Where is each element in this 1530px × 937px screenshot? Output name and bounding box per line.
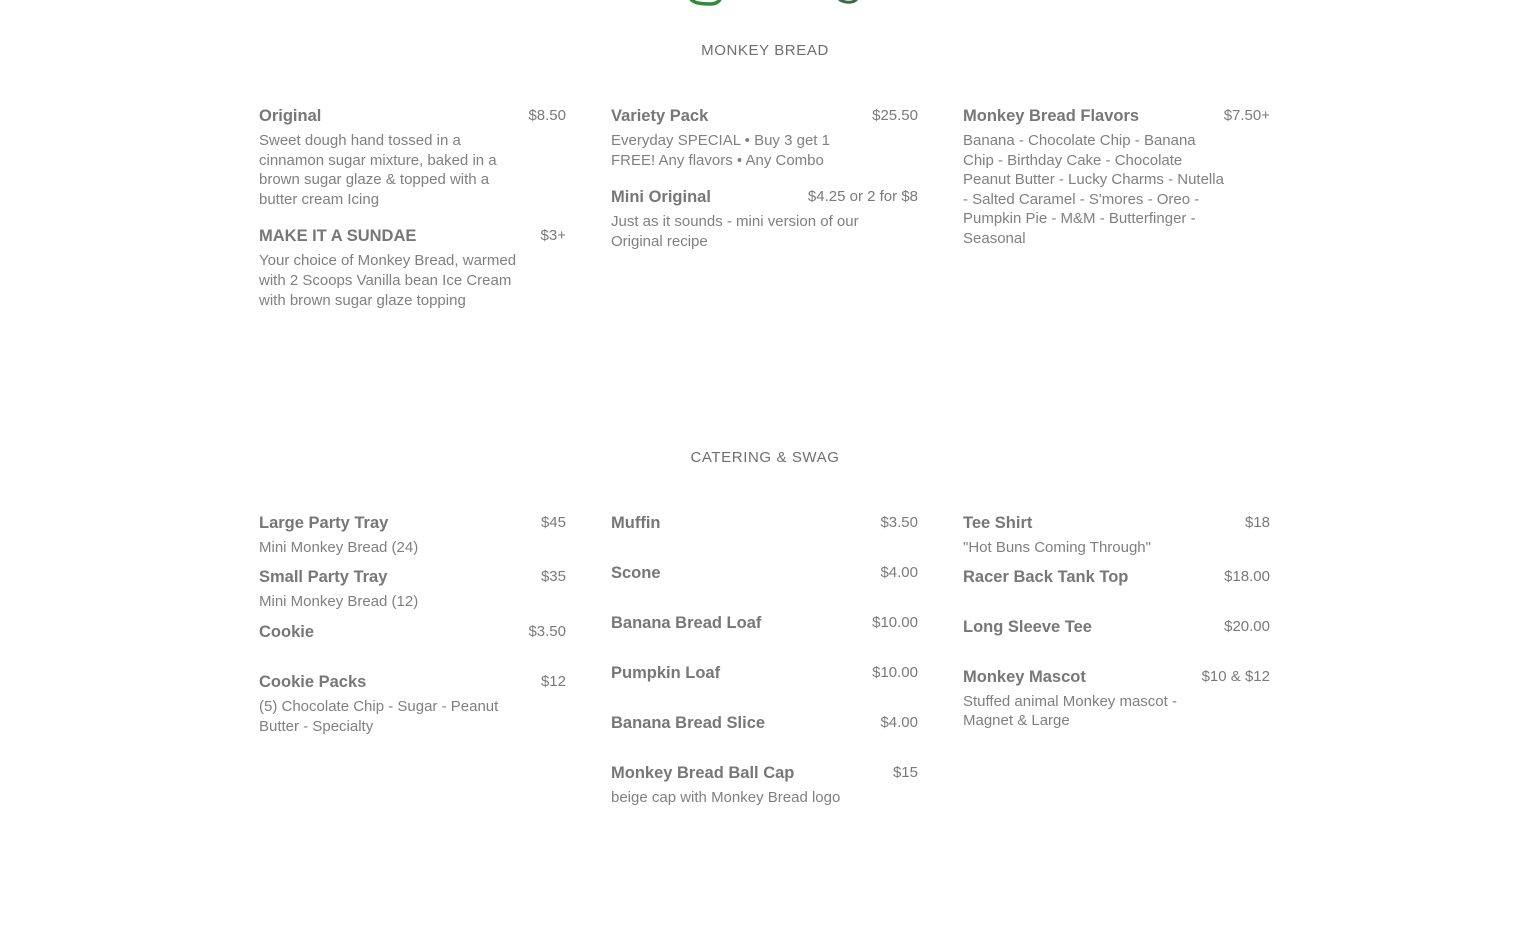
item-price: $10 & $12: [1201, 667, 1270, 685]
menu-item-tee-shirt: [963, 514, 1270, 558]
item-name: Monkey Bread Ball Cap: [611, 764, 795, 782]
menu-item-original: [259, 107, 566, 209]
item-name: Monkey Mascot: [963, 667, 1086, 686]
menu-item-cookie: [259, 623, 566, 651]
menu-item-make-it-a-sundae: [259, 227, 566, 310]
item-name: Tee Shirt: [963, 514, 1033, 532]
menu-item-racer-back-tank-top: [963, 568, 1270, 596]
menu-item-mini-original: [611, 188, 918, 251]
item-price: $3.50: [528, 623, 566, 641]
section-title-catering-swag: CATERING & SWAG: [690, 449, 840, 466]
item-name: Original: [259, 107, 322, 125]
menu-item-pumpkin-loaf: [611, 664, 918, 692]
item-description: (5) Chocolate Chip - Sugar - Peanut Butter - Specialty: [259, 698, 499, 735]
menu-item-muffin: [611, 514, 918, 542]
item-description: "Hot Buns Coming Through": [963, 539, 1151, 556]
item-price: $8.50: [528, 107, 566, 124]
item-description: Your choice of Monkey Bread, warmed with 2 Scoops Vanilla bean Ice Cream with brown sugar glaze topping: [259, 252, 517, 309]
item-price: $18: [1244, 514, 1270, 531]
item-name: Small Party Tray: [259, 567, 388, 586]
item-name: Cookie: [259, 623, 315, 642]
item-name: Long Sleeve Tee: [963, 617, 1092, 636]
menu-item-small-party-tray: [259, 568, 566, 612]
menu-column: [611, 514, 918, 830]
item-description: Everyday SPECIAL • Buy 3 get 1 FREE! Any flavors • Any Combo: [611, 132, 830, 169]
item-name: Mini Original: [611, 188, 711, 207]
item-price: $12: [540, 673, 566, 691]
menu-column: [611, 107, 918, 273]
monkey-bread-logo-icon: [680, 0, 860, 6]
item-name: Muffin: [611, 514, 661, 532]
item-description: beige cap with Monkey Bread logo: [611, 789, 841, 806]
menu-item-monkey-mascot: [963, 668, 1270, 731]
item-price: $3+: [540, 227, 566, 245]
item-name: Scone: [611, 564, 661, 582]
item-price: $35: [540, 567, 566, 585]
menu-column: [259, 514, 566, 758]
item-price: $10.00: [872, 614, 918, 631]
menu-column: [963, 107, 1270, 271]
item-price: $4.25 or 2 for $8: [807, 188, 918, 206]
item-name: Variety Pack: [611, 107, 709, 125]
item-description: Stuffed animal Monkey mascot - Magnet & Large: [963, 692, 1177, 730]
item-description: Sweet dough hand tossed in a cinnamon sugar mixture, baked in a brown sugar glaze & topped with a butter cream Icing: [259, 132, 497, 208]
item-name: Large Party Tray: [259, 514, 389, 532]
item-price: $4.00: [880, 564, 918, 581]
item-description: Banana - Chocolate Chip - Banana Chip - Birthday Cake - Chocolate Peanut Butter - Lucky Charms - Nutella - Salted Caramel - S'mores - Oreo - Pumpkin Pie - M&M - Butterfinger - Seasonal: [963, 132, 1224, 247]
menu-item-monkey-bread-ball-cap: [611, 764, 918, 808]
menu-item-banana-bread-slice: [611, 714, 918, 742]
item-name: Cookie Packs: [259, 673, 367, 692]
menu-item-variety-pack: [611, 107, 918, 170]
item-name: Racer Back Tank Top: [963, 567, 1129, 586]
item-price: $3.50: [880, 514, 918, 531]
section-title-monkey-bread: MONKEY BREAD: [701, 42, 829, 59]
item-price: $20.00: [1224, 617, 1270, 635]
item-name: MAKE IT A SUNDAE: [259, 227, 417, 246]
item-name: Banana Bread Loaf: [611, 614, 762, 632]
menu-column: [963, 514, 1270, 753]
menu-item-monkey-bread-flavors: [963, 107, 1270, 249]
menu-item-cookie-packs: [259, 673, 566, 736]
menu-item-long-sleeve-tee: [963, 618, 1270, 646]
item-price: $18.00: [1224, 567, 1270, 585]
item-name: Banana Bread Slice: [611, 714, 766, 732]
item-price: $10.00: [872, 664, 918, 681]
item-description: Just as it sounds - mini version of our Original recipe: [611, 213, 859, 250]
item-name: Monkey Bread Flavors: [963, 107, 1140, 125]
menu-item-scone: [611, 564, 918, 592]
item-name: Pumpkin Loaf: [611, 664, 721, 682]
item-price: $45: [540, 514, 566, 531]
item-price: $15: [892, 764, 918, 781]
menu-column: [259, 107, 566, 332]
item-price: $4.00: [880, 714, 918, 731]
menu-item-large-party-tray: [259, 514, 566, 558]
item-description: Mini Monkey Bread (24): [259, 539, 419, 556]
menu-item-banana-bread-loaf: [611, 614, 918, 642]
item-price: $25.50: [872, 107, 918, 124]
item-description: Mini Monkey Bread (12): [259, 592, 419, 610]
item-price: $7.50+: [1223, 107, 1270, 124]
